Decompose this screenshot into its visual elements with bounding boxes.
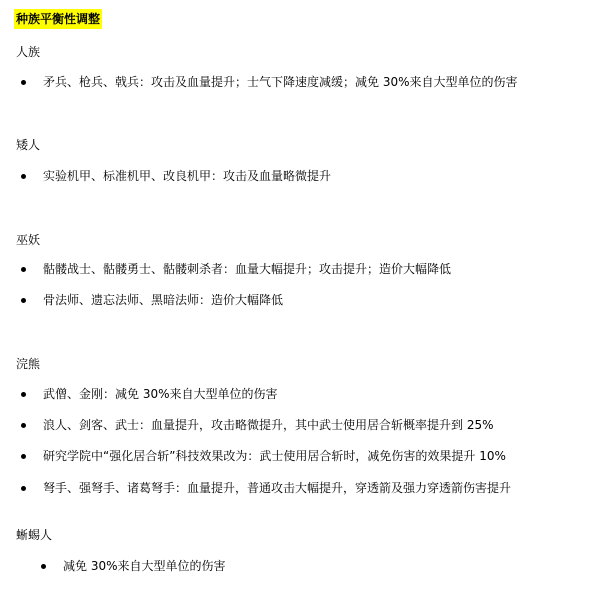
list-item [0, 73, 603, 91]
bullet-icon [21, 486, 26, 491]
bullet-icon [41, 564, 46, 569]
page-title: 种族平衡性调整 [14, 9, 102, 29]
section-heading-lizardman: 蜥蜴人 [16, 528, 53, 542]
bullet-icon [21, 423, 26, 428]
list-item-text: 弩手、强弩手、诸葛弩手：血量提升，普通攻击大幅提升，穿透箭及强力穿透箭伤害提升 [43, 481, 512, 495]
bullet-icon [21, 454, 26, 459]
list-item [0, 291, 603, 309]
list-item [0, 260, 603, 278]
list-item-text: 浪人、剑客、武士：血量提升，攻击略微提升，其中武士使用居合斩概率提升到 25% [43, 418, 494, 432]
list-item-text: 研究学院中“强化居合斩”科技效果改为：武士使用居合斩时，减免伤害的效果提升 10% [43, 449, 506, 463]
list-item [0, 385, 603, 403]
list-item-text: 矛兵、枪兵、戟兵：攻击及血量提升；士气下降速度减缓；减免 30%来自大型单位的伤害 [43, 75, 518, 89]
bullet-icon [21, 174, 26, 179]
list-item [0, 479, 603, 497]
bullet-icon [21, 392, 26, 397]
list-item-text: 骷髅战士、骷髅勇士、骷髅刺杀者：血量大幅提升；攻击提升；造价大幅降低 [43, 262, 452, 276]
section-heading-raccoon: 浣熊 [16, 357, 41, 371]
section-heading-dwarf: 矮人 [16, 138, 41, 152]
bullet-icon [21, 267, 26, 272]
list-item-text: 骨法师、遗忘法师、黑暗法师：造价大幅降低 [43, 293, 284, 307]
list-item [0, 557, 603, 575]
section-heading-human: 人族 [16, 45, 41, 59]
list-item-text: 实验机甲、标准机甲、改良机甲：攻击及血量略微提升 [43, 169, 332, 183]
list-item [0, 167, 603, 185]
list-item [0, 416, 603, 434]
list-item-text: 减免 30%来自大型单位的伤害 [63, 559, 226, 573]
bullet-icon [21, 298, 26, 303]
bullet-icon [21, 80, 26, 85]
list-item-text: 武僧、金刚：减免 30%来自大型单位的伤害 [43, 387, 278, 401]
list-item [0, 447, 603, 465]
section-heading-lich: 巫妖 [16, 233, 41, 247]
